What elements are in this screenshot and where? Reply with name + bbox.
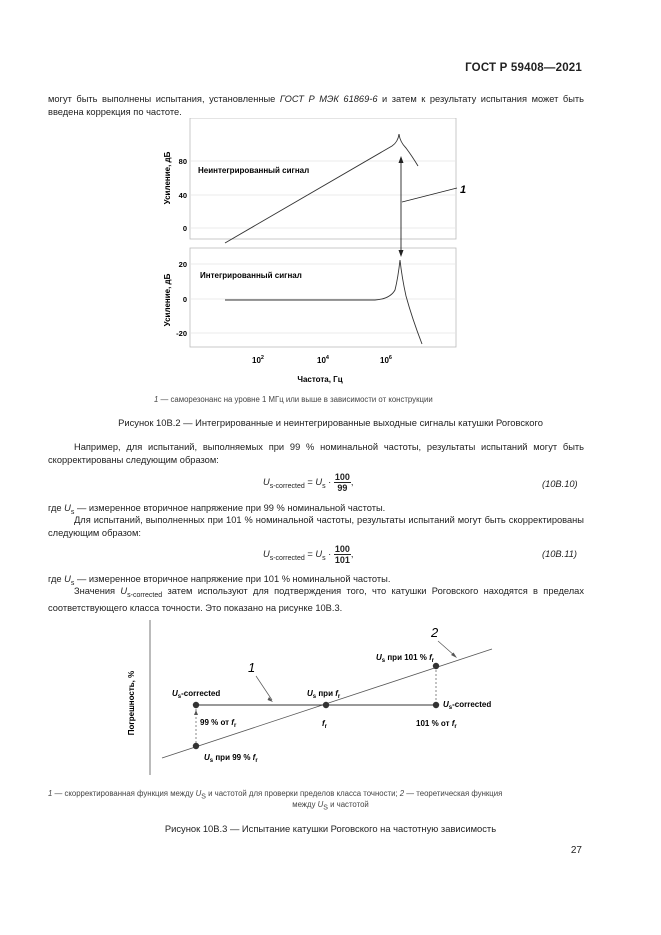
example-paragraph: Например, для испытаний, выполняемых при 99 % номинальной частоты, результаты испытаний могут быть скорректированы следующим образом: (48, 442, 584, 465)
equation-10b11: $U_{s-corrected} = U_s$ · $\frac{100}{101}$ , (263, 544, 354, 565)
marker-1: 1 (248, 660, 256, 675)
figure-10b3-diagram (120, 615, 510, 777)
y-axis-label: Погрешность, % (127, 670, 136, 736)
equation-number: (10В.11) (542, 549, 577, 559)
top-ytick: 80 (178, 157, 187, 166)
paragraph-101: Для испытаний, выполненных при 101 % номинальной частоты, результаты испытаний могут быть скорректированы следующим образом: (48, 515, 584, 538)
label-right-corrected: $U_s$-corrected (443, 700, 492, 711)
equation-10b10: $U_{s-corrected} = U_s$ · $\frac{100}{99}$ , (263, 472, 354, 493)
bottom-ytick: 0 (182, 295, 187, 304)
top-ytick: 0 (182, 224, 187, 233)
marker-2: 2 (431, 625, 439, 640)
bottom-ytick: -20 (176, 329, 187, 338)
standard-number: ГОСТ Р 59408—2021 (465, 62, 582, 74)
point-left-corrected (193, 702, 199, 708)
standard-reference: ГОСТ Р МЭК 61869-6 (279, 94, 378, 104)
label-us-at-fr: $U_s$ при $f_r$ (307, 689, 341, 700)
label-left-corrected: $U_s$-corrected (172, 689, 221, 700)
figure-10b2-note: 1 — саморезонанс на уровне 1 МГц или выше в зависимости от конструкции (154, 395, 433, 404)
integrated-label: Интегрированный сигнал (200, 271, 302, 280)
bottom-ylabel: Усиление, дБ (163, 273, 172, 327)
figure-10b2-chart (150, 118, 470, 398)
label-fr: $f_r$ (322, 719, 328, 730)
figure-10b3-caption: Рисунок 10В.3 — Испытание катушки Роговского на частотную зависимость (164, 823, 497, 834)
label-99-of-fr: 99 % от $f_r$ (200, 718, 237, 729)
non-integrated-label: Неинтегрированный сигнал (198, 166, 310, 175)
figure-10b3-note: 1 — скорректированная функция между $U_S$ и частотой для проверки пределов класса точности; 2 — теоретическая функция (48, 789, 503, 801)
xtick-1e2: $10^2$ (252, 355, 264, 365)
marker-1: 1 (460, 184, 467, 196)
xtick-1e6: $10^6$ (380, 355, 392, 365)
point-99 (193, 743, 199, 749)
xlabel: Частота, Гц (297, 375, 343, 384)
top-panel-frame (190, 118, 456, 239)
xtick-1e4: $10^4$ (317, 355, 329, 365)
figure-10b2-caption: Рисунок 10В.2 — Интегрированные и неинтегрированные выходные сигналы катушки Роговского (118, 417, 543, 428)
point-mid (323, 702, 329, 708)
where-99: где $U_s$ — измеренное вторичное напряжение при 99 % номинальной частоты. (48, 503, 386, 516)
label-101-of-fr: 101 % от $f_r$ (416, 719, 457, 730)
intro-paragraph: могут быть выполнены испытания, установленные ГОСТ Р МЭК 61869-6 и затем к результату испытания может быть введена коррекция по частоте. (48, 94, 584, 117)
top-ytick: 40 (178, 191, 187, 200)
figure-10b3-note-line2: между $U_S$ и частотой (292, 800, 369, 812)
where-101: где $U_s$ — измеренное вторичное напряжение при 101 % номинальной частоты. (48, 574, 391, 587)
label-us-99: $U_s$ при 99 % $f_r$ (204, 753, 258, 764)
values-paragraph: Значения $U_{s-corrected}$ затем используют для подтверждения того, что катушки Роговского находятся в пределах соответствующего класса точности. Это показано на рисунке 10В.3. (48, 586, 584, 614)
page-number: 27 (570, 845, 582, 856)
bottom-ytick: 20 (178, 260, 187, 269)
label-us-101: $U_s$ при 101 % $f_r$ (376, 653, 435, 664)
bottom-panel-frame (190, 248, 456, 347)
top-ylabel: Усиление, дБ (163, 151, 172, 205)
point-right-corrected (433, 702, 439, 708)
equation-number: (10В.10) (542, 479, 578, 489)
